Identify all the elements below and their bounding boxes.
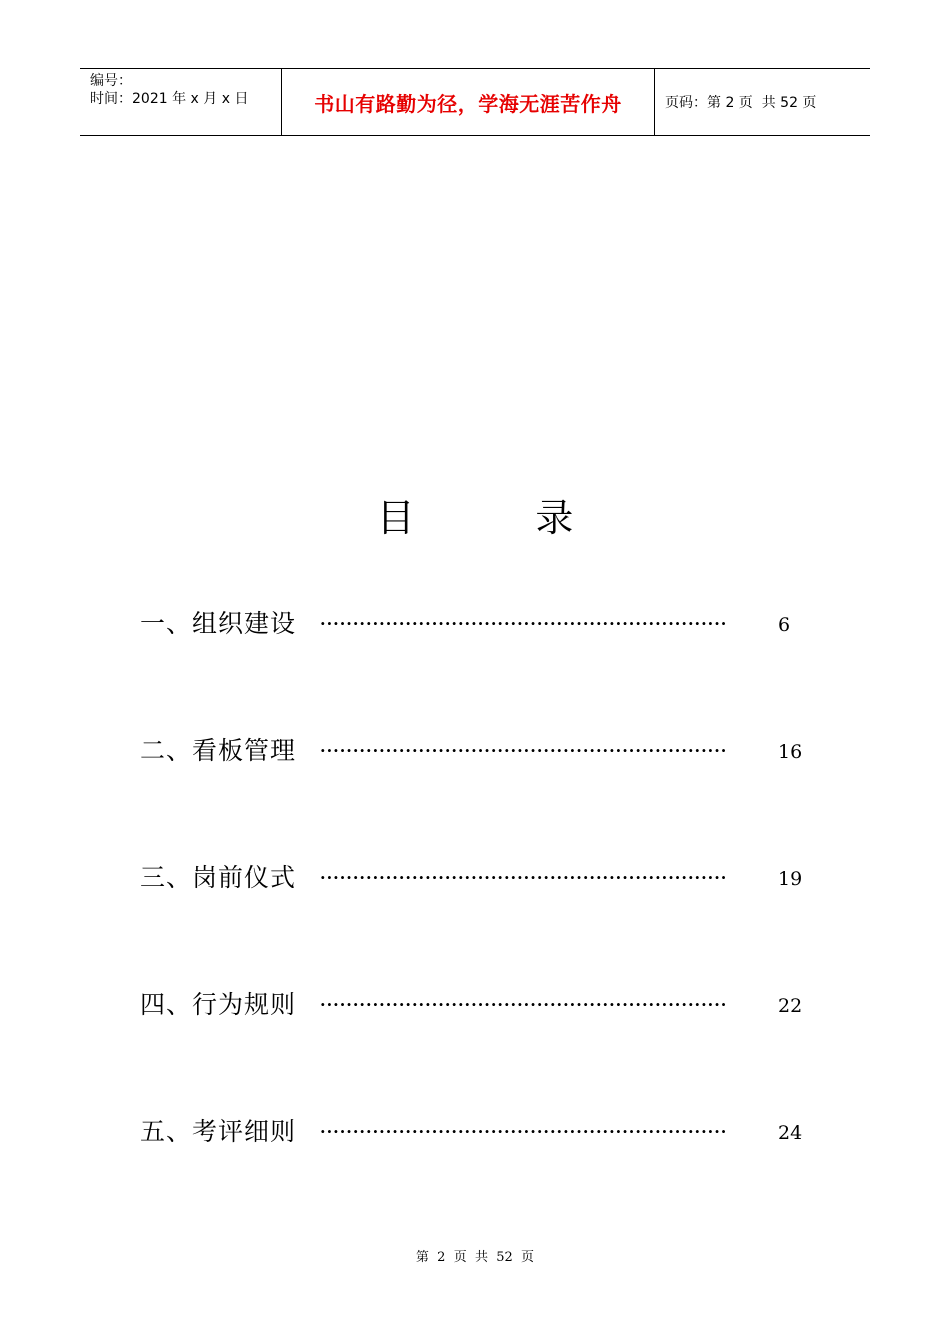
toc-entry[interactable] bbox=[140, 604, 820, 640]
toc-dot-leader: ······························································ bbox=[320, 614, 728, 633]
toc-dot-leader: ······························································ bbox=[320, 868, 728, 887]
header-number-label: 编号： bbox=[90, 73, 132, 89]
page-header bbox=[80, 68, 870, 136]
toc-entry[interactable] bbox=[140, 1112, 820, 1148]
toc-entry-label: 二、看板管理 bbox=[140, 736, 297, 765]
toc-entry-page: 22 bbox=[778, 995, 803, 1017]
page-footer: 第 2 页 共 52 页 bbox=[415, 1250, 535, 1265]
toc-entry[interactable] bbox=[140, 985, 820, 1021]
toc-entry-label: 三、岗前仪式 bbox=[140, 863, 297, 892]
header-page-info: 页码：第 2 页 共 52 页 bbox=[665, 95, 817, 111]
toc-dot-leader: ······························································ bbox=[320, 995, 728, 1014]
header-meta bbox=[80, 69, 281, 135]
header-date: 时间：2021 年 x 月 x 日 bbox=[90, 91, 249, 107]
toc-entry-label: 一、组织建设 bbox=[140, 609, 297, 638]
toc-title: 目 录 bbox=[376, 496, 574, 540]
toc-entry-page: 16 bbox=[778, 741, 803, 763]
toc-entry[interactable] bbox=[140, 858, 820, 894]
toc-entry-page: 24 bbox=[778, 1122, 803, 1144]
toc-entry-label: 四、行为规则 bbox=[140, 990, 297, 1019]
toc-entry-label: 五、考评细则 bbox=[140, 1117, 297, 1146]
toc-entry-page: 6 bbox=[778, 614, 791, 636]
toc-entry-page: 19 bbox=[778, 868, 803, 890]
toc-dot-leader: ······························································ bbox=[320, 741, 728, 760]
header-motto: 书山有路勤为径，学海无涯苦作舟 bbox=[281, 69, 655, 135]
toc-dot-leader: ······························································ bbox=[320, 1122, 728, 1141]
toc-entry[interactable] bbox=[140, 731, 820, 767]
